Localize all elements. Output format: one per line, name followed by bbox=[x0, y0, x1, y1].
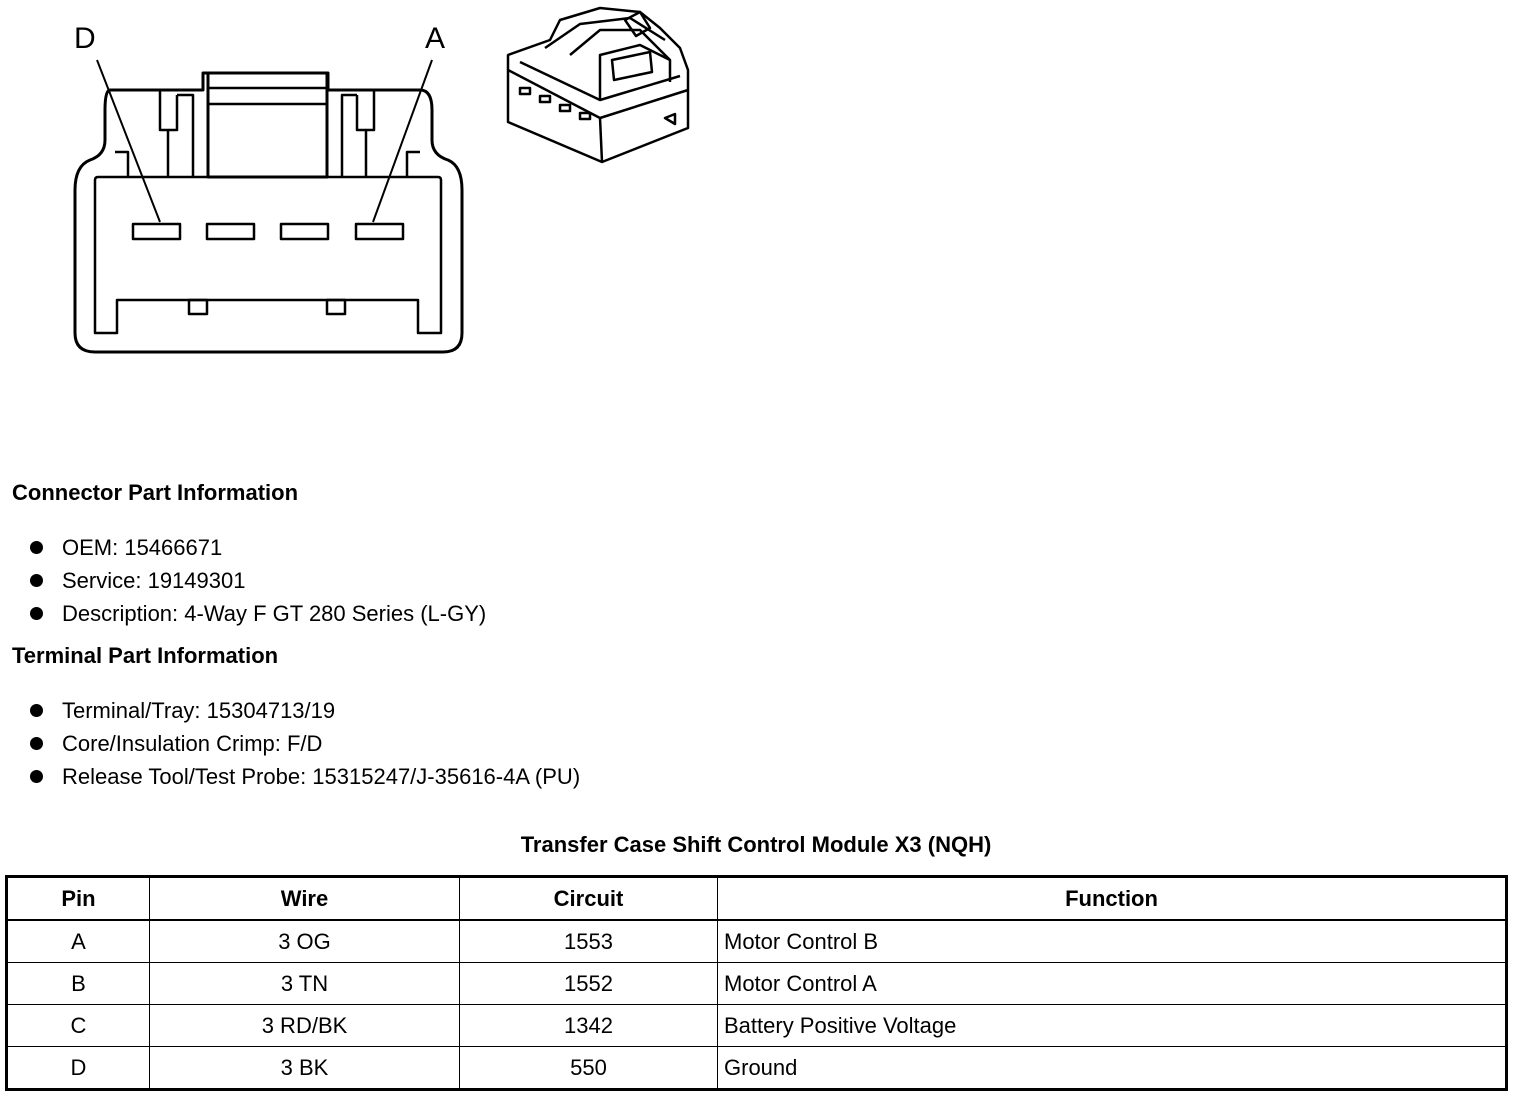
leader-line-a bbox=[373, 60, 432, 222]
connector-isometric-sketch bbox=[508, 8, 688, 162]
column-header-circuit: Circuit bbox=[460, 877, 718, 921]
bullet-icon bbox=[30, 770, 43, 783]
table-row bbox=[7, 920, 1507, 963]
pin-table-title: Transfer Case Shift Control Module X3 (NQH) bbox=[520, 832, 992, 857]
pin-label-a: A bbox=[425, 22, 446, 55]
cell-pin: D bbox=[7, 1047, 150, 1090]
terminal-part-info-heading: Terminal Part Information bbox=[12, 643, 279, 668]
connector-inner-cavity bbox=[95, 177, 441, 333]
cell-function: Ground bbox=[718, 1047, 1507, 1090]
pin-table bbox=[5, 875, 1508, 1091]
table-row bbox=[7, 963, 1507, 1005]
list-item: Core/Insulation Crimp: F/D bbox=[30, 727, 580, 760]
cell-pin: B bbox=[7, 963, 150, 1005]
bullet-icon bbox=[30, 541, 43, 554]
bullet-icon bbox=[30, 607, 43, 620]
column-header-function: Function bbox=[718, 877, 1507, 921]
cell-circuit: 1342 bbox=[460, 1005, 718, 1047]
cell-wire: 3 RD/BK bbox=[150, 1005, 460, 1047]
table-row bbox=[7, 1047, 1507, 1090]
terminal-slot-a bbox=[356, 224, 403, 239]
connector-part-info-heading: Connector Part Information bbox=[12, 480, 299, 505]
column-header-wire: Wire bbox=[150, 877, 460, 921]
list-item: Terminal/Tray: 15304713/19 bbox=[30, 694, 580, 727]
pin-label-d: D bbox=[74, 22, 96, 55]
terminal-slot-b bbox=[281, 224, 328, 239]
bullet-icon bbox=[30, 704, 43, 717]
connector-housing-outline bbox=[75, 73, 462, 352]
list-item: OEM: 15466671 bbox=[30, 531, 486, 564]
list-item: Release Tool/Test Probe: 15315247/J-35616-4A (PU) bbox=[30, 760, 580, 793]
connector-part-info-list bbox=[30, 531, 486, 630]
cell-function: Motor Control A bbox=[718, 963, 1507, 1005]
cell-wire: 3 OG bbox=[150, 920, 460, 963]
cell-pin: A bbox=[7, 920, 150, 963]
cell-pin: C bbox=[7, 1005, 150, 1047]
terminal-slot-d bbox=[133, 224, 180, 239]
cell-function: Battery Positive Voltage bbox=[718, 1005, 1507, 1047]
terminal-part-info-list bbox=[30, 694, 580, 793]
cell-function: Motor Control B bbox=[718, 920, 1507, 963]
connector-face-diagram bbox=[0, 0, 740, 370]
list-item: Description: 4-Way F GT 280 Series (L-GY) bbox=[30, 597, 486, 630]
column-header-pin: Pin bbox=[7, 877, 150, 921]
table-header-row bbox=[7, 877, 1507, 921]
cell-circuit: 1552 bbox=[460, 963, 718, 1005]
cell-wire: 3 BK bbox=[150, 1047, 460, 1090]
table-row bbox=[7, 1005, 1507, 1047]
cell-circuit: 1553 bbox=[460, 920, 718, 963]
terminal-slot-c bbox=[207, 224, 254, 239]
bullet-icon bbox=[30, 737, 43, 750]
bullet-icon bbox=[30, 574, 43, 587]
cell-circuit: 550 bbox=[460, 1047, 718, 1090]
list-item: Service: 19149301 bbox=[30, 564, 486, 597]
cell-wire: 3 TN bbox=[150, 963, 460, 1005]
